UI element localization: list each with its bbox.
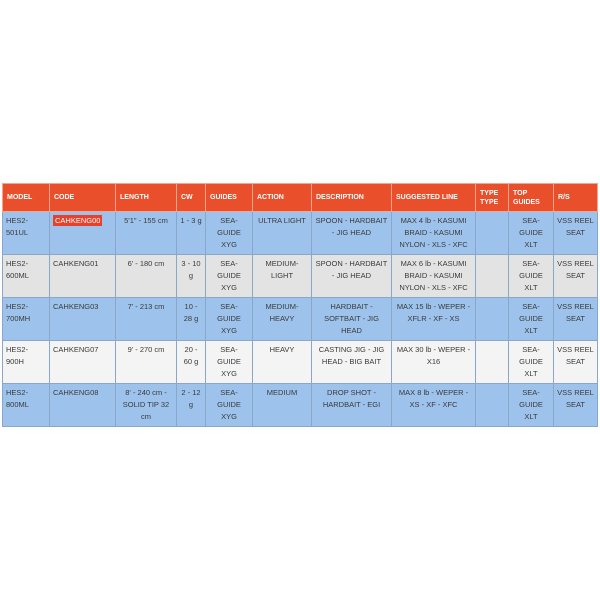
cell-type	[476, 384, 509, 427]
cell-action: ULTRA LIGHT	[253, 212, 312, 255]
cell-top-guides: SEA-GUIDE XLT	[509, 341, 554, 384]
cell-type	[476, 341, 509, 384]
table-row	[3, 298, 598, 341]
cell-length: 6' - 180 cm	[116, 255, 177, 298]
cell-description: SPOON - HARDBAIT - JIG HEAD	[312, 255, 392, 298]
cell-length: 8' - 240 cm - SOLID TIP 32 cm	[116, 384, 177, 427]
cell-cw: 20 - 60 g	[177, 341, 206, 384]
cell-suggested-line: MAX 6 lb - KASUMI BRAID - KASUMI NYLON - XLS - XFC	[392, 255, 476, 298]
cell-code	[50, 212, 116, 255]
table-row	[3, 384, 598, 427]
header-top-guides: TOP GUIDES	[509, 184, 554, 212]
cell-rs: VSS REEL SEAT	[554, 255, 598, 298]
selected-code-text[interactable]: CAHKENG00	[55, 216, 101, 225]
cell-action: MEDIUM-LIGHT	[253, 255, 312, 298]
cell-code: CAHKENG07	[50, 341, 116, 384]
cell-cw: 1 - 3 g	[177, 212, 206, 255]
header-description: DESCRIPTION	[312, 184, 392, 212]
cell-rs: VSS REEL SEAT	[554, 298, 598, 341]
cell-description: CASTING JIG - JIG HEAD - BIG BAIT	[312, 341, 392, 384]
table-row	[3, 341, 598, 384]
cell-type	[476, 298, 509, 341]
cell-model: HES2-700MH	[3, 298, 50, 341]
cell-code: CAHKENG03	[50, 298, 116, 341]
cell-rs: VSS REEL SEAT	[554, 212, 598, 255]
header-action: ACTION	[253, 184, 312, 212]
header-code: CODE	[50, 184, 116, 212]
cell-action: HEAVY	[253, 341, 312, 384]
cell-suggested-line: MAX 8 lb - WEPER - XS - XF - XFC	[392, 384, 476, 427]
header-type: TYPE TYPE	[476, 184, 509, 212]
cell-action: MEDIUM-HEAVY	[253, 298, 312, 341]
cell-suggested-line: MAX 4 lb - KASUMI BRAID - KASUMI NYLON - XLS - XFC	[392, 212, 476, 255]
cell-type	[476, 212, 509, 255]
cell-description: HARDBAIT - SOFTBAIT - JIG HEAD	[312, 298, 392, 341]
cell-model: HES2-600ML	[3, 255, 50, 298]
table-row	[3, 212, 598, 255]
cell-guides: SEA-GUIDE XYG	[206, 255, 253, 298]
cell-description: SPOON - HARDBAIT - JIG HEAD	[312, 212, 392, 255]
cell-description: DROP SHOT - HARDBAIT - EGI	[312, 384, 392, 427]
cell-guides: SEA-GUIDE XYG	[206, 341, 253, 384]
cell-rs: VSS REEL SEAT	[554, 384, 598, 427]
cell-cw: 10 - 28 g	[177, 298, 206, 341]
cell-length: 9' - 270 cm	[116, 341, 177, 384]
cell-suggested-line: MAX 15 lb - WEPER - XFLR - XF - XS	[392, 298, 476, 341]
cell-suggested-line: MAX 30 lb - WEPER - X16	[392, 341, 476, 384]
cell-rs: VSS REEL SEAT	[554, 341, 598, 384]
header-length: LENGTH	[116, 184, 177, 212]
cell-model: HES2-800ML	[3, 384, 50, 427]
cell-top-guides: SEA-GUIDE XLT	[509, 384, 554, 427]
cell-top-guides: SEA-GUIDE XLT	[509, 298, 554, 341]
cell-model: HES2-900H	[3, 341, 50, 384]
rod-spec-table	[2, 183, 598, 427]
cell-action: MEDIUM	[253, 384, 312, 427]
cell-length: 7' - 213 cm	[116, 298, 177, 341]
header-suggested-line: SUGGESTED LINE	[392, 184, 476, 212]
cell-top-guides: SEA-GUIDE XLT	[509, 255, 554, 298]
cell-top-guides: SEA-GUIDE XLT	[509, 212, 554, 255]
cell-type	[476, 255, 509, 298]
table-row	[3, 255, 598, 298]
cell-cw: 3 - 10 g	[177, 255, 206, 298]
cell-guides: SEA-GUIDE XYG	[206, 298, 253, 341]
table-header-row	[3, 184, 598, 212]
cell-model: HES2-501UL	[3, 212, 50, 255]
header-model: MODEL	[3, 184, 50, 212]
cell-length: 5'1" - 155 cm	[116, 212, 177, 255]
header-rs: R/S	[554, 184, 598, 212]
header-cw: CW	[177, 184, 206, 212]
cell-code: CAHKENG08	[50, 384, 116, 427]
cell-code: CAHKENG01	[50, 255, 116, 298]
header-guides: GUIDES	[206, 184, 253, 212]
cell-cw: 2 - 12 g	[177, 384, 206, 427]
cell-guides: SEA-GUIDE XYG	[206, 212, 253, 255]
cell-guides: SEA-GUIDE XYG	[206, 384, 253, 427]
